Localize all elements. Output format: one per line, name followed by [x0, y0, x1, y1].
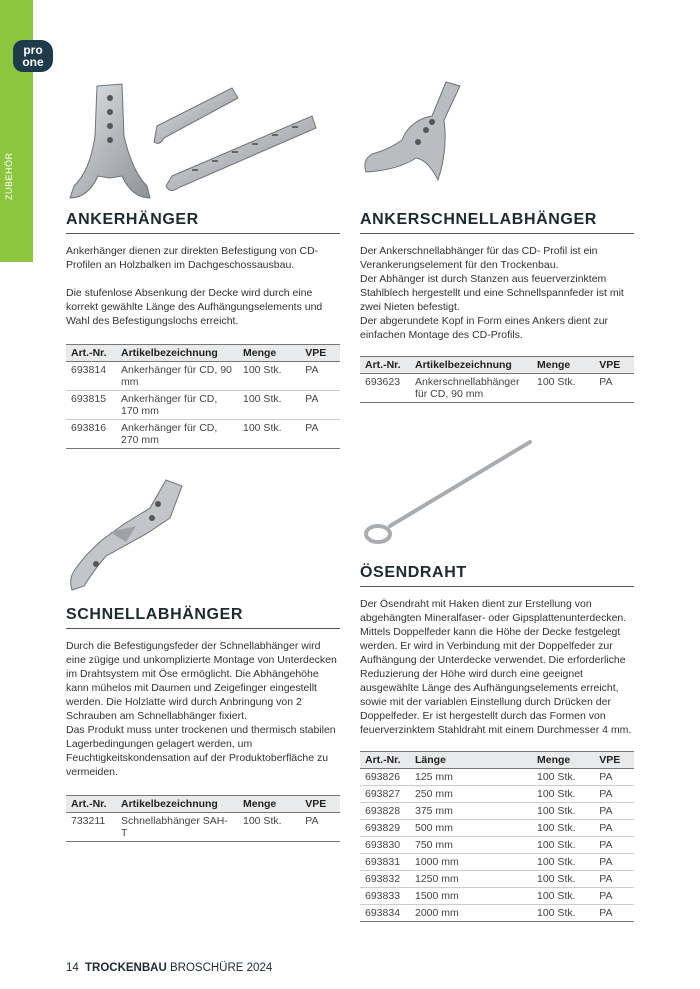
- col-art-nr: Art.-Nr.: [66, 796, 116, 813]
- cell-menge: 100 Stk.: [532, 837, 594, 854]
- cell-vpe: PA: [594, 769, 634, 786]
- cell-laenge: 125 mm: [410, 769, 532, 786]
- table-row: [360, 888, 634, 905]
- cell-menge: 100 Stk.: [532, 786, 594, 803]
- cell-vpe: PA: [594, 820, 634, 837]
- cell-menge: 100 Stk.: [532, 820, 594, 837]
- table-row: [360, 803, 634, 820]
- col-menge: Menge: [532, 357, 594, 374]
- col-art-nr: Art.-Nr.: [360, 752, 410, 769]
- cell-vpe: PA: [594, 905, 634, 922]
- footer-title-bold: TROCKENBAU: [85, 962, 167, 974]
- col-vpe: VPE: [594, 357, 634, 374]
- table-row: [360, 786, 634, 803]
- col-menge: Menge: [532, 752, 594, 769]
- ankerhaenger-product-image: [62, 76, 322, 206]
- brand-logo: [13, 40, 53, 72]
- table-row: [360, 769, 634, 786]
- cell-vpe: PA: [594, 871, 634, 888]
- oesendraht-table: [360, 751, 634, 922]
- cell-laenge: 1500 mm: [410, 888, 532, 905]
- table-row: [360, 871, 634, 888]
- cell-vpe: PA: [594, 786, 634, 803]
- col-bezeichnung: Artikelbezeichnung: [116, 796, 238, 813]
- cell-menge: 100 Stk.: [238, 813, 300, 842]
- cell-vpe: PA: [594, 374, 634, 403]
- col-vpe: VPE: [300, 796, 340, 813]
- cell-laenge: 750 mm: [410, 837, 532, 854]
- page-number: 14: [66, 962, 79, 974]
- cell-laenge: 1000 mm: [410, 854, 532, 871]
- table-row: [360, 374, 634, 403]
- table-row: [360, 820, 634, 837]
- ankerschnell-table: [360, 356, 634, 403]
- ankerschnell-section: [360, 211, 634, 403]
- cell-name: Ankerhänger für CD, 270 mm: [116, 420, 238, 449]
- cell-vpe: PA: [300, 813, 340, 842]
- table-row: [360, 854, 634, 871]
- ankerhaenger-para-1: Ankerhänger dienen zur direkten Befestigung von CD-Profilen an Holzbalken im Dachgeschossausbau.: [66, 245, 319, 271]
- ankerschnell-para-1: Der Ankerschnellabhänger für das CD- Profil ist ein Verankerungselement für den Trockenbau. Der Abhänger ist durch Stanzen aus feuerverzinktem Stahlblech hergestellt und eine Schnellspannfeder ist mit zwei Nieten befestigt. Der abgerundete Kopf in Form eines Ankers dient zur einfachen Montage des CD-Profils.: [360, 245, 624, 341]
- cell-vpe: PA: [300, 420, 340, 449]
- cell-art: 693816: [66, 420, 116, 449]
- cell-art: 693827: [360, 786, 410, 803]
- col-art-nr: Art.-Nr.: [66, 345, 116, 362]
- logo-line-2: one: [22, 55, 44, 69]
- oesendraht-para-1: Der Ösendraht mit Haken dient zur Erstellung von abgehängten Mineralfaser- oder Gipsplattenunterdecken. Mittels Doppelfeder kann die Höhe der Decke festgelegt werden. Er wird in Verbindung mit der Doppelfeder zur Aufhängung der Unterdecke verwendet. Die erforderliche Reduzierung der Höhe wird durch eine geeignet ausgewählte Länge des Aufhängungselements erreicht, sowie mit der variablen Einstellung durch Drücken der Doppelfeder. Er ist hergestellt durch das Formen von feuerverzinktem Stahldraht mit einem Durchmesser 4 mm.: [360, 598, 632, 736]
- oesendraht-section: [360, 564, 634, 922]
- cell-art: 733211: [66, 813, 116, 842]
- logo-line-1: pro: [23, 43, 43, 57]
- cell-menge: 100 Stk.: [532, 769, 594, 786]
- table-row: [66, 362, 340, 391]
- cell-menge: 100 Stk.: [532, 374, 594, 403]
- side-category-label: [4, 140, 18, 200]
- cell-name: Ankerschnellabhänger für CD, 90 mm: [410, 374, 532, 403]
- col-menge: Menge: [238, 345, 300, 362]
- col-menge: Menge: [238, 796, 300, 813]
- cell-menge: 100 Stk.: [238, 362, 300, 391]
- table-row: [360, 905, 634, 922]
- cell-name: Ankerhänger für CD, 90 mm: [116, 362, 238, 391]
- cell-art: 693814: [66, 362, 116, 391]
- cell-menge: 100 Stk.: [532, 871, 594, 888]
- cell-vpe: PA: [594, 888, 634, 905]
- cell-art: 693833: [360, 888, 410, 905]
- schnellabhaenger-product-image: [66, 478, 186, 594]
- cell-art: 693815: [66, 391, 116, 420]
- cell-laenge: 500 mm: [410, 820, 532, 837]
- schnell-table: [66, 795, 340, 842]
- col-bezeichnung: Artikelbezeichnung: [116, 345, 238, 362]
- cell-art: 693826: [360, 769, 410, 786]
- cell-laenge: 375 mm: [410, 803, 532, 820]
- cell-name: Schnellabhänger SAH-T: [116, 813, 238, 842]
- oesendraht-product-image: [358, 436, 538, 548]
- col-vpe: VPE: [300, 345, 340, 362]
- cell-laenge: 1250 mm: [410, 871, 532, 888]
- side-category-text: ZUBEHÖR: [4, 152, 14, 200]
- page-footer: [66, 962, 272, 974]
- table-row: [360, 837, 634, 854]
- ankerhaenger-title: ANKERHÄNGER: [66, 211, 340, 234]
- cell-menge: 100 Stk.: [532, 888, 594, 905]
- cell-vpe: PA: [300, 391, 340, 420]
- cell-art: 693834: [360, 905, 410, 922]
- schnell-para-1: Durch die Befestigungsfeder der Schnellabhänger wird eine zügige und unkomplizierte Montage von Unterdecken im Drahtsystem mit Öse ermöglicht. Die Abhängehöhe kann mühelos mit Daumen und Zeigefinger eingestellt werden. Die Holzlatte wird durch Anbringung von 2 Schrauben am Schnellabhänger fixiert. Das Produkt muss unter trockenen und thermisch stabilen Lagerbedingungen gelagert werden, um Feuchtigkeitskondensation auf der Produktoberfläche zu vermeiden.: [66, 640, 337, 778]
- ankerhaenger-section: [66, 211, 340, 449]
- cell-vpe: PA: [300, 362, 340, 391]
- oesendraht-title: ÖSENDRAHT: [360, 564, 634, 587]
- cell-menge: 100 Stk.: [238, 391, 300, 420]
- cell-vpe: PA: [594, 854, 634, 871]
- cell-art: 693830: [360, 837, 410, 854]
- cell-menge: 100 Stk.: [238, 420, 300, 449]
- ankerschnellabhaenger-product-image: [358, 80, 468, 190]
- cell-vpe: PA: [594, 837, 634, 854]
- table-row: [66, 391, 340, 420]
- ankerhaenger-para-2: Die stufenlose Absenkung der Decke wird durch eine korrekt gewählte Länge des Aufhängungselements und Wahl des Befestigungslochs erreicht.: [66, 287, 323, 327]
- cell-name: Ankerhänger für CD, 170 mm: [116, 391, 238, 420]
- cell-vpe: PA: [594, 803, 634, 820]
- cell-art: 693829: [360, 820, 410, 837]
- table-row: [66, 813, 340, 842]
- schnell-title: SCHNELLABHÄNGER: [66, 606, 340, 629]
- col-bezeichnung: Artikelbezeichnung: [410, 357, 532, 374]
- ankerschnell-title: ANKERSCHNELLABHÄNGER: [360, 211, 634, 234]
- cell-menge: 100 Stk.: [532, 803, 594, 820]
- cell-art: 693623: [360, 374, 410, 403]
- footer-title-rest: BROSCHÜRE 2024: [169, 962, 273, 974]
- cell-menge: 100 Stk.: [532, 905, 594, 922]
- cell-art: 693831: [360, 854, 410, 871]
- cell-laenge: 250 mm: [410, 786, 532, 803]
- col-art-nr: Art.-Nr.: [360, 357, 410, 374]
- table-row: [66, 420, 340, 449]
- ankerhaenger-table: [66, 344, 340, 449]
- col-vpe: VPE: [594, 752, 634, 769]
- cell-art: 693832: [360, 871, 410, 888]
- cell-laenge: 2000 mm: [410, 905, 532, 922]
- schnell-section: [66, 606, 340, 842]
- cell-menge: 100 Stk.: [532, 854, 594, 871]
- cell-art: 693828: [360, 803, 410, 820]
- col-laenge: Länge: [410, 752, 532, 769]
